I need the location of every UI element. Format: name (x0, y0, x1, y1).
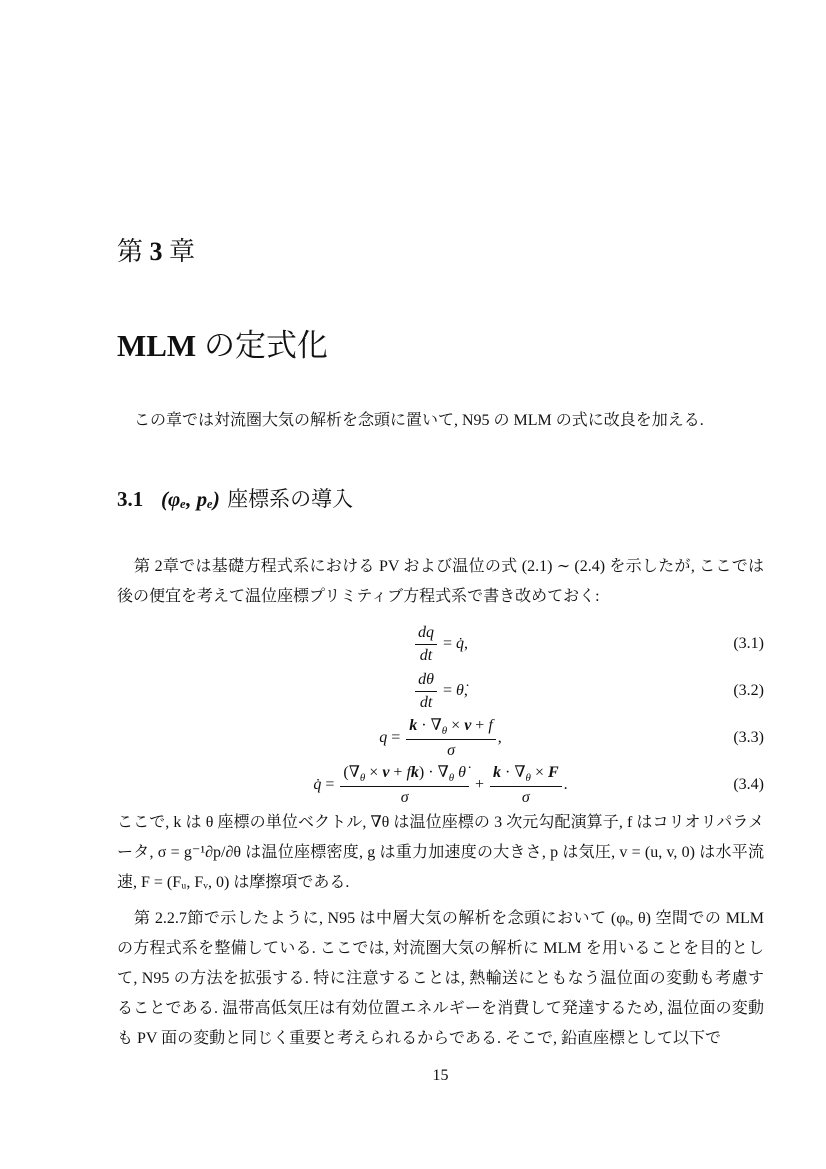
paragraph-symbol-definitions: ここで, k は θ 座標の単位ベクトル, ∇θ は温位座標の 3 次元勾配演算子, f はコリオリパラメータ, σ = g⁻¹∂p/∂θ は温位座標密度, g は重力加速度の大きさ, p は気圧, v = (u, v, 0) は水平流速, F = (Fᵤ, Fᵥ, 0) は摩擦項である. (117, 814, 764, 891)
denominator: σ (447, 741, 455, 759)
numerator: dθ (415, 670, 437, 692)
chapter-prefix: 第 (117, 237, 150, 266)
fraction (415, 670, 437, 712)
equation-number: (3.2) (733, 681, 764, 699)
intro-paragraph: この章では対流圏大気の解析を念頭に置いて, N95 の MLM の式に改良を加える. (134, 412, 704, 429)
section-heading (117, 482, 764, 516)
numerator: $k \cdot \nabla_\theta \times F$ (490, 763, 562, 787)
chapter-heading (117, 236, 764, 268)
equation (117, 714, 764, 761)
chapter-number: 3 (149, 237, 163, 266)
numerator: dq (415, 623, 437, 645)
section-title-math: (φₑ, pₑ) (161, 487, 220, 511)
numerator: $k \cdot \nabla_\theta \times v + f$ (406, 716, 496, 740)
equation (117, 667, 764, 714)
equation-number: (3.4) (733, 775, 764, 793)
denominator: σ (400, 788, 409, 806)
paragraph-equation-intro: 第 2章では基礎方程式系における PV および温位の式 (2.1) ∼ (2.4) を示したが, ここでは後の便宜を考えて温位座標プリミティブ方程式系で書き改めておく: (117, 558, 764, 605)
denominator: dt (419, 693, 433, 711)
page-content (117, 0, 764, 1054)
equation-body: q̇ = $\frac{(\nabla_\theta \times v + fk) \cdot \nabla_\theta \thetȧ}{\sigma}$ + $\frac{k \cdot \nabla_\theta \times F}{\sigma}$ . (313, 763, 568, 806)
fraction (340, 763, 469, 807)
paragraph-discussion: 第 2.2.7節で示したように, N95 は中層大気の解析を念頭において (φₑ, θ) 空間での MLM の方程式系を整備している. ここでは, 対流圏大気の解析に MLM を用いることを目的として, N95 の方法を拡張する. 特に注意することは, 熱輸送にともなう温位面の変動も考慮することである. 温帯高低気圧は有効位置エネルギーを消費して発達するため, 温位面の変動も PV 面の変動と同じく重要と考えられるからである. そこで, 鉛直座標として以下で (117, 910, 764, 1047)
equation-body: q = $\frac{k \cdot \nabla_\theta \times v + f}{\sigma}$ , (379, 716, 502, 759)
section-number: 3.1 (117, 487, 144, 511)
fraction (406, 716, 496, 760)
section-title-text: 座標系の導入 (221, 487, 354, 511)
equation-body: $\frac{dq}{dt}$ = q̇ , (413, 623, 468, 665)
equation (117, 761, 764, 808)
page-number: 15 (432, 1067, 449, 1084)
equation-number: (3.1) (733, 634, 764, 652)
section-heading-gap (143, 487, 159, 511)
chapter-suffix: 章 (162, 237, 196, 266)
fraction (415, 623, 437, 665)
chapter-title-latin: MLM (117, 328, 197, 363)
denominator: σ (521, 788, 530, 806)
denominator: dt (419, 646, 433, 664)
equation-body: $\frac{d\theta}{dt}$ = θ̇ , (413, 670, 468, 712)
equation-number: (3.3) (733, 728, 764, 746)
numerator: $(\nabla_\theta \times v + fk) \cdot \nabla_\theta$ θ̇ (340, 763, 469, 787)
chapter-title (117, 326, 764, 366)
chapter-title-jp: の定式化 (196, 328, 328, 363)
fraction (490, 763, 562, 807)
equations-block (117, 620, 764, 808)
equation (117, 620, 764, 667)
